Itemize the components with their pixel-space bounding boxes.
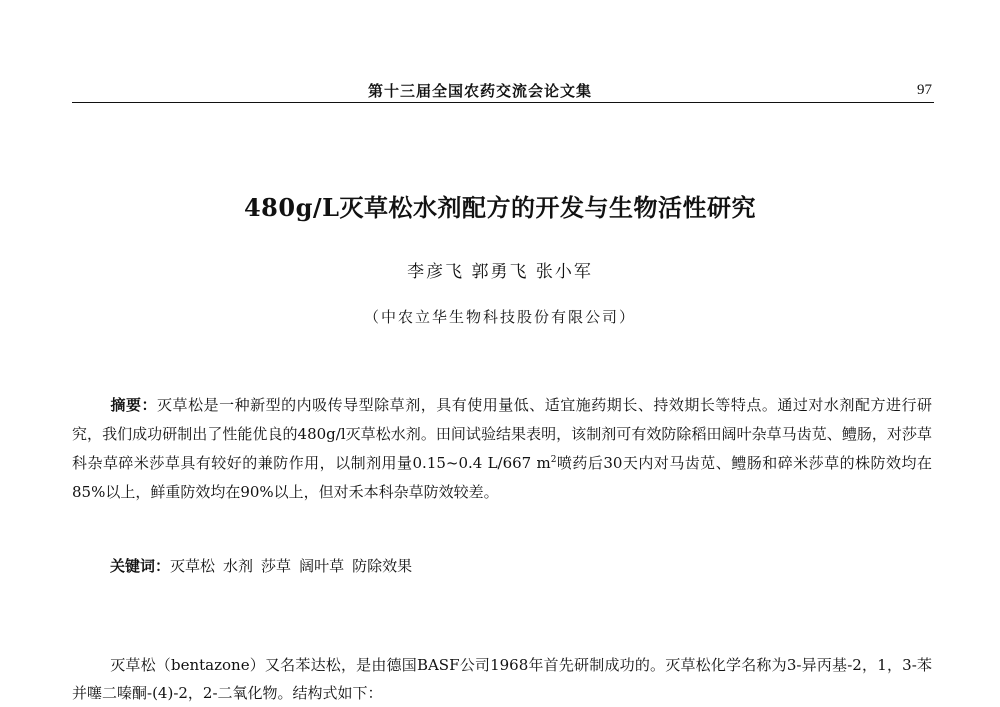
keywords: [110, 555, 930, 577]
keyword-item: 莎草: [261, 557, 292, 575]
running-title: 第十三届全国农药交流会论文集: [368, 82, 593, 100]
body-paragraph: [72, 651, 932, 707]
keyword-item: 灭草松: [170, 557, 216, 575]
abstract-text-part1: 灭草松是一种新型的内吸传导型除草剂，具有使用量低、适宜施药期长、持效期长等特点。通过对水剂配方进行研究，我们成功研制出了性能优良的480g/l灭草松水剂。田间试验结果表明，该制剂可有效防除稻田阔叶杂草马齿苋、鳢肠，对莎草科杂草碎米莎草具有较好的兼防作用，以制剂用量0.15~0.4 L/667 m: [72, 396, 932, 472]
keyword-item: 水剂: [223, 557, 254, 575]
abstract-superscript: 2: [550, 455, 557, 465]
abstract-label: 摘要：: [110, 396, 158, 414]
running-header: [72, 78, 934, 103]
abstract: [72, 391, 932, 507]
body-paragraph-text: 灭草松（bentazone）又名苯达松，是由德国BASF公司1968年首先研制成功的。灭草松化学名称为3-异丙基-2，1，3-苯并噻二嗪酮-(4)-2，2-二氧化物。结构式如下：: [72, 656, 932, 702]
keywords-label: 关键词：: [110, 557, 171, 575]
affiliation: （中农立华生物科技股份有限公司）: [363, 308, 636, 326]
keyword-item: 阔叶草: [299, 557, 345, 575]
author-list: 李彦飞 郭勇飞 张小军: [407, 262, 593, 282]
keyword-item: 防除效果: [352, 557, 413, 575]
abstract-text-part2: 喷药后30天内对马齿苋、鳢肠和碎米莎草的株防效均在85%以上，鲜重防效均在90%以上，但对禾本科杂草防效较差。: [72, 454, 932, 501]
page-number: 97: [917, 82, 932, 98]
paper-title: 480g/L灭草松水剂配方的开发与生物活性研究: [243, 193, 757, 222]
